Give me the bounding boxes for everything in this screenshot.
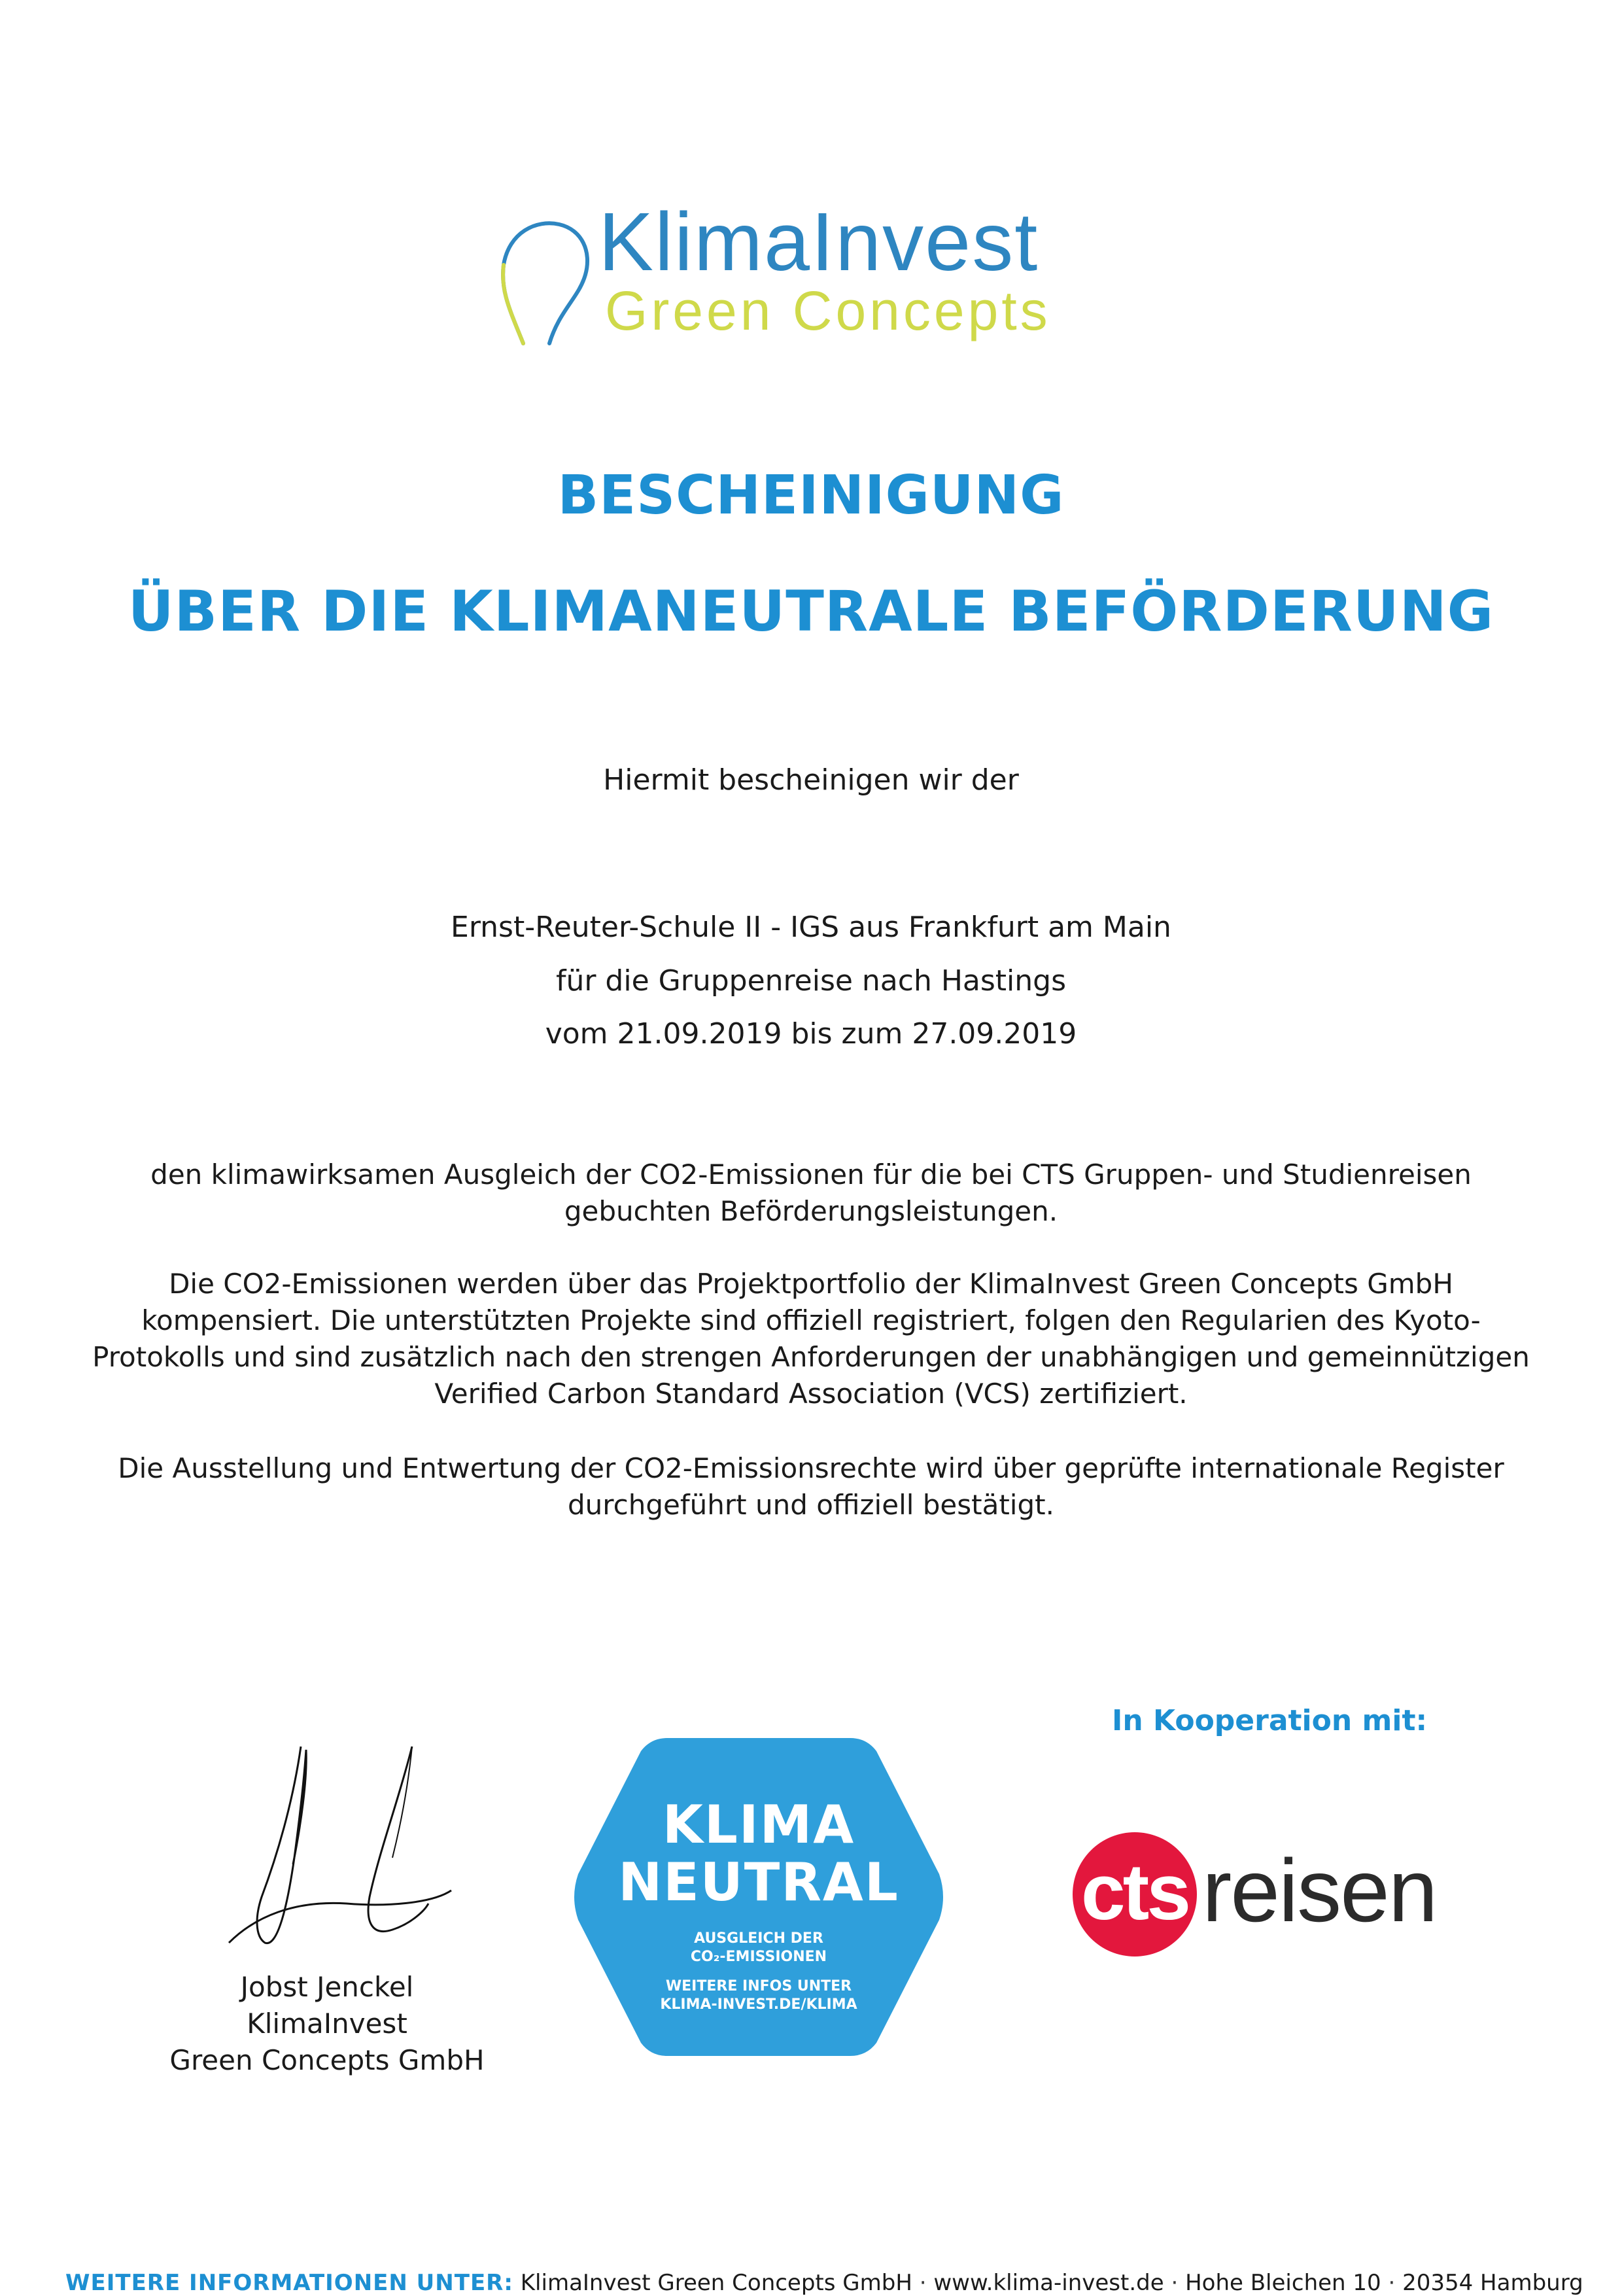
recipient-dates: vom 21.09.2019 bis zum 27.09.2019 <box>545 1017 1077 1051</box>
cooperation-label: In Kooperation mit: <box>1112 1704 1428 1737</box>
paragraph-offset <box>85 1157 1537 1230</box>
paragraph-line: den klimawirksamen Ausgleich der CO2-Emissionen für die bei CTS Gruppen- und Studienreisen <box>150 1158 1472 1191</box>
footer-separator: · <box>919 2270 927 2296</box>
badge-line-klima: KLIMA <box>662 1794 855 1855</box>
footer-separator: · <box>1171 2270 1179 2296</box>
badge-small-text: AUSGLEICH DER <box>694 1930 823 1947</box>
signer-company-line: KlimaInvest <box>247 2008 407 2040</box>
klimainvest-logo <box>497 196 1125 350</box>
footer-address: Hohe Bleichen 10 <box>1185 2270 1381 2296</box>
cts-reisen-logo <box>1073 1828 1465 1959</box>
footer-city: 20354 Hamburg <box>1402 2270 1583 2296</box>
badge-line-neutral: NEUTRAL <box>618 1852 899 1913</box>
paragraph-line: durchgeführt und offiziell bestätigt. <box>568 1489 1054 1521</box>
recipient-school: Ernst-Reuter-Schule II - IGS aus Frankfurt am Main <box>451 911 1171 944</box>
reisen-logo-word: reisen <box>1202 1841 1437 1940</box>
signer-name: Jobst Jenckel <box>240 1971 414 2003</box>
handwritten-signature <box>216 1740 464 1956</box>
footer <box>65 2270 1583 2296</box>
paragraph-line: Verified Carbon Standard Association (VCS) zertifiziert. <box>434 1378 1188 1410</box>
cts-logo-word: cts <box>1080 1847 1189 1936</box>
recipient-trip: für die Gruppenreise nach Hastings <box>555 964 1067 998</box>
paragraph-portfolio <box>85 1266 1537 1412</box>
signer-company-line: Green Concepts GmbH <box>169 2044 485 2076</box>
signer-block <box>157 1969 497 2079</box>
paragraph-registry <box>85 1450 1537 1523</box>
paragraph-line: Die Ausstellung und Entwertung der CO2-Emissionsrechte wird über geprüfte internationale Register <box>118 1452 1504 1484</box>
certificate-title: BESCHEINIGUNG <box>557 464 1065 527</box>
logo-word-green-concepts: Green Concepts <box>605 280 1051 341</box>
footer-company: KlimaInvest Green Concepts GmbH <box>520 2270 912 2296</box>
badge-small-text: WEITERE INFOS UNTER <box>665 1978 852 1994</box>
badge-text <box>569 1730 948 2064</box>
paragraph-line: gebuchten Beförderungsleistungen. <box>564 1195 1058 1227</box>
paragraph-line: Protokolls und sind zusätzlich nach den strengen Anforderungen der unabhängigen und gemeinnützigen <box>92 1341 1530 1373</box>
intro-text: Hiermit bescheinigen wir der <box>603 763 1019 797</box>
footer-website: www.klima-invest.de <box>933 2270 1164 2296</box>
footer-label: WEITERE INFORMATIONEN UNTER: <box>65 2270 513 2296</box>
lightbulb-icon <box>497 213 595 350</box>
certificate-subtitle: ÜBER DIE KLIMANEUTRALE BEFÖRDERUNG <box>128 579 1494 644</box>
footer-separator: · <box>1388 2270 1396 2296</box>
badge-small-text: KLIMA-INVEST.DE/KLIMA <box>660 1996 857 2013</box>
badge-small-text: CO₂-EMISSIONEN <box>690 1949 827 1965</box>
paragraph-line: kompensiert. Die unterstützten Projekte sind offiziell registriert, folgen den Regularien des Kyoto- <box>141 1304 1481 1336</box>
paragraph-line: Die CO2-Emissionen werden über das Projektportfolio der KlimaInvest Green Concepts GmbH <box>169 1268 1453 1300</box>
logo-word-klimainvest: KlimaInvest <box>598 196 1039 288</box>
